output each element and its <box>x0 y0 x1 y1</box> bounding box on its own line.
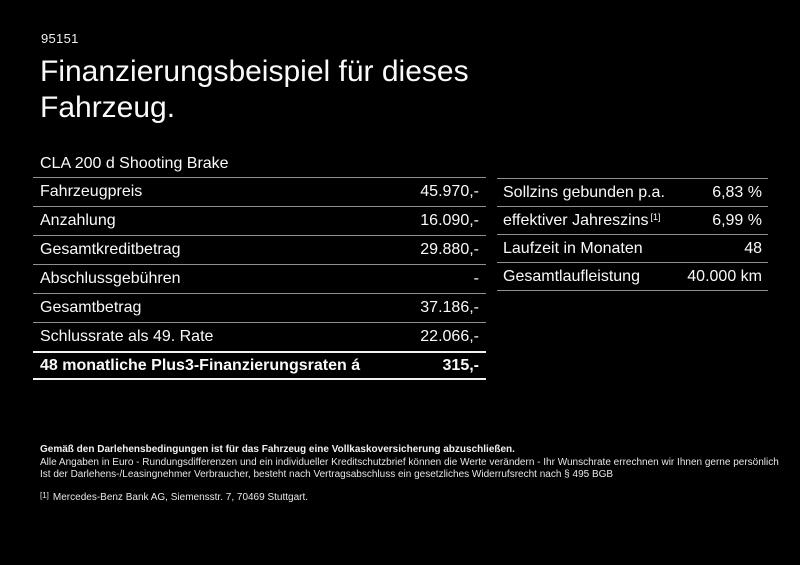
model-name: CLA 200 d Shooting Brake <box>40 154 229 172</box>
row-label: Gesamtbetrag <box>40 299 142 316</box>
row-value: - <box>473 270 479 287</box>
table-row <box>33 265 486 294</box>
row-label: Schlussrate als 49. Rate <box>40 328 214 345</box>
row-label: effektiver Jahreszins [1] <box>503 211 661 229</box>
table-row <box>33 351 486 380</box>
conditions-table <box>497 178 768 291</box>
row-label: Gesamtkreditbetrag <box>40 241 181 258</box>
disclaimer-euro-note: Alle Angaben in Euro - Rundungsdifferenzen und ein individueller Kreditschutzbrief können die Werte verändern - Ihr Wunschrate errechnen wir Ihnen gerne persönlich <box>40 457 779 468</box>
table-row <box>33 294 486 323</box>
row-value: 48 <box>744 239 762 257</box>
row-value: 315,- <box>442 356 479 374</box>
model-row <box>33 150 486 178</box>
row-value: 45.970,- <box>420 183 479 200</box>
row-label: Abschlussgebühren <box>40 270 181 287</box>
table-row <box>33 323 486 351</box>
row-value: 6,99 % <box>712 211 762 229</box>
row-label: Sollzins gebunden p.a. <box>503 183 665 201</box>
row-value: 22.066,- <box>420 328 479 345</box>
footnote-marker: [1] <box>40 491 49 500</box>
table-row <box>497 179 768 207</box>
table-row <box>33 236 486 265</box>
row-label: Gesamtlaufleistung <box>503 267 640 285</box>
row-value: 37.186,- <box>420 299 479 316</box>
table-row <box>33 178 486 207</box>
offer-code: 95151 <box>41 31 79 46</box>
row-value: 29.880,- <box>420 241 479 258</box>
footnote-text: Mercedes-Benz Bank AG, Siemensstr. 7, 70469 Stuttgart. <box>52 492 309 503</box>
financing-rows <box>33 178 486 380</box>
table-row <box>497 235 768 263</box>
financing-table <box>33 150 486 380</box>
row-label: Anzahlung <box>40 212 116 229</box>
page-title: Finanzierungsbeispiel für dieses Fahrzeug. <box>40 55 469 124</box>
row-value: 16.090,- <box>420 212 479 229</box>
row-value: 40.000 km <box>687 267 762 285</box>
disclaimer-withdrawal: Ist der Darlehens-/Leasingnehmer Verbraucher, besteht nach Vertragsabschluss ein gesetzliches Widerrufsrecht nach § 495 BGB <box>40 469 614 480</box>
row-value: 6,83 % <box>712 183 762 201</box>
disclaimer-insurance: Gemäß den Darlehensbedingungen ist für das Fahrzeug eine Vollkaskoversicherung abzuschließen. <box>40 444 515 455</box>
table-row <box>497 207 768 235</box>
footnote-reference: [1] <box>650 211 661 222</box>
table-row <box>497 263 768 291</box>
table-row <box>33 207 486 236</box>
row-label: Fahrzeugpreis <box>40 183 143 200</box>
row-label: Laufzeit in Monaten <box>503 239 643 257</box>
row-label: 48 monatliche Plus3-Finanzierungsraten á <box>40 356 361 374</box>
footnote-bank <box>40 491 308 503</box>
